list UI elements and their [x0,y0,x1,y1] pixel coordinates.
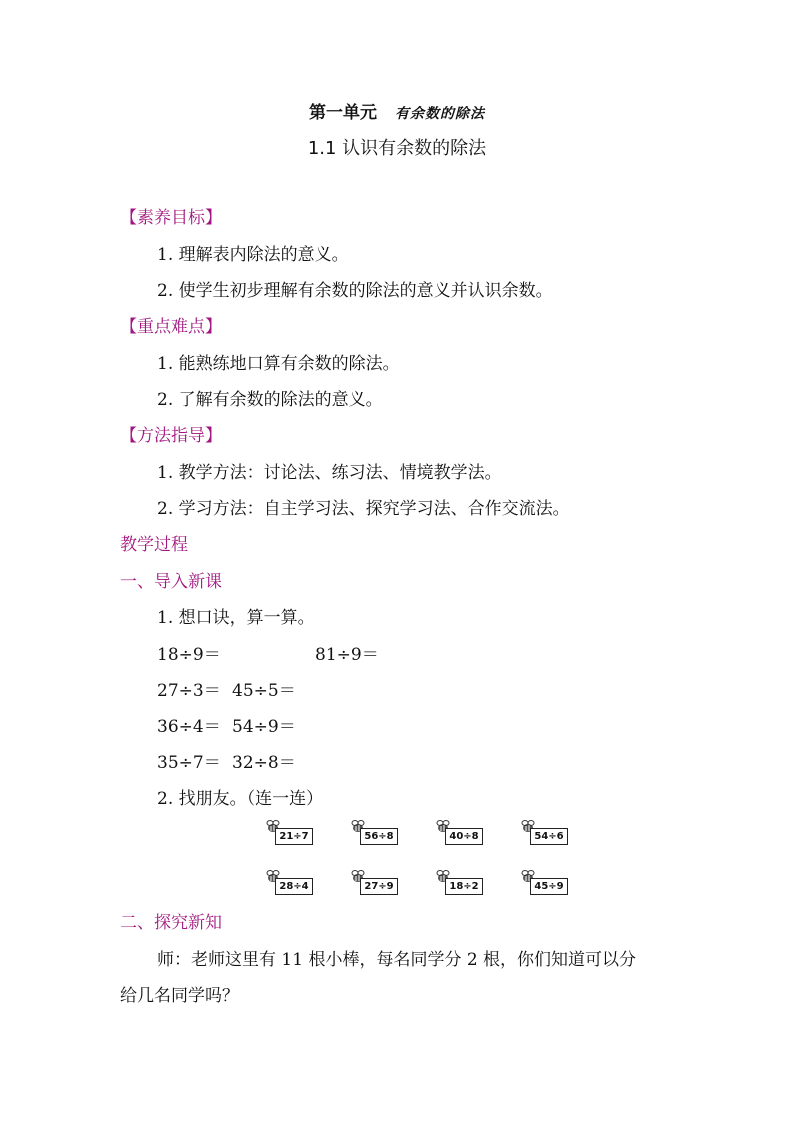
card-label: 40÷8 [445,828,483,845]
formula: 54÷9＝ [232,717,296,737]
paragraph-line-2: 给几名同学吗？ [120,986,239,1006]
key-points-heading: 【重点难点】 [120,317,222,337]
key-point-item-2: 2. 了解有余数的除法的意义。 [157,390,383,410]
friend-card[interactable] [435,870,485,896]
goals-heading: 【素养目标】 [120,208,222,228]
goal-item-2: 2. 使学生初步理解有余数的除法的意义并认识余数。 [157,281,553,301]
friend-card[interactable] [265,820,315,846]
process-heading: 教学过程 [120,535,188,555]
lesson-title: 1.1 认识有余数的除法 [307,138,487,159]
goal-item-1: 1. 理解表内除法的意义。 [157,245,349,265]
task2-text: 2. 找朋友。（连一连） [157,789,324,809]
friend-card[interactable] [520,870,570,896]
formula: 45÷5＝ [232,681,296,701]
card-label: 45÷9 [530,878,568,895]
friend-card[interactable] [350,820,400,846]
task1-text: 1. 想口诀，算一算。 [157,608,315,628]
unit-title [0,98,794,123]
card-label: 28÷4 [275,878,313,895]
formula: 18÷9＝ [157,645,221,665]
paragraph-line-1: 师：老师这里有 11 根小棒，每名同学分 2 根，你们知道可以分 [157,950,637,970]
method-item-1: 1. 教学方法：讨论法、练习法、情境教学法。 [157,463,502,483]
card-label: 56÷8 [360,828,398,845]
card-label: 54÷6 [530,828,568,845]
part1-heading: 一、导入新课 [120,572,222,592]
method-item-2: 2. 学习方法：自主学习法、探究学习法、合作交流法。 [157,499,570,519]
methods-heading: 【方法指导】 [120,426,222,446]
friend-card[interactable] [520,820,570,846]
formula: 81÷9＝ [315,645,379,665]
formula: 35÷7＝ [157,753,221,773]
friend-card[interactable] [350,870,400,896]
formula: 27÷3＝ [157,681,221,701]
key-point-item-1: 1. 能熟练地口算有余数的除法。 [157,354,400,374]
formula: 36÷4＝ [157,717,221,737]
card-label: 21÷7 [275,828,313,845]
unit-subtitle: 有余数的除法 [395,106,485,122]
card-label: 27÷9 [360,878,398,895]
card-label: 18÷2 [445,878,483,895]
formula: 32÷8＝ [232,753,296,773]
unit-label: 第一单元 [309,103,377,123]
part2-heading: 二、探究新知 [120,913,222,933]
friend-card[interactable] [265,870,315,896]
friend-card[interactable] [435,820,485,846]
